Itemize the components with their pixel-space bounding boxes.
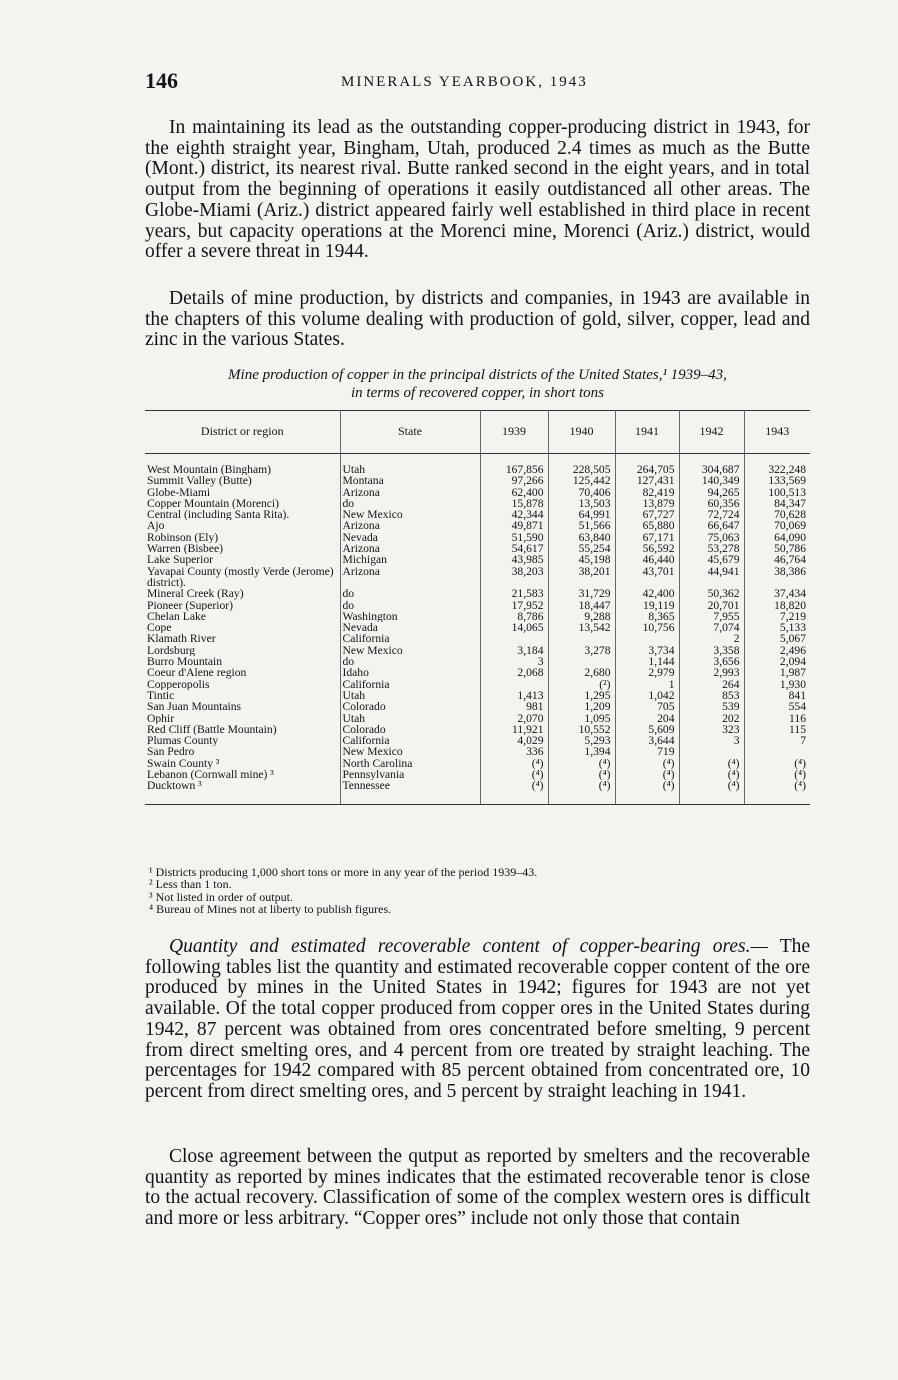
cell-1941: 127,431 bbox=[615, 475, 679, 486]
cell-1942: 20,701 bbox=[679, 600, 744, 611]
cell-1942: 7,074 bbox=[679, 622, 744, 633]
cell-1943: 2,496 bbox=[779, 644, 806, 657]
cell-1939: (⁴) bbox=[480, 758, 548, 769]
table-footnotes bbox=[145, 866, 810, 916]
cell-1943: 554 bbox=[788, 701, 806, 713]
cell-state: do bbox=[340, 656, 480, 667]
table-row bbox=[145, 543, 810, 554]
cell-1940: 2,680 bbox=[548, 667, 615, 678]
cell-1941: 67,727 bbox=[615, 509, 679, 520]
cell-1943: 7,219 bbox=[779, 610, 806, 623]
cell-1942: 94,265 bbox=[679, 487, 744, 498]
copper-production-table bbox=[145, 410, 810, 805]
cell-1940: 10,552 bbox=[548, 724, 615, 735]
cell-district: Robinson (Ely) bbox=[145, 532, 340, 543]
cell-district: Mineral Creek (Ray) bbox=[145, 588, 340, 599]
cell-1939: 54,617 bbox=[480, 543, 548, 554]
cell-1943: 38,386 bbox=[774, 565, 806, 578]
cell-1943: 5,133 bbox=[779, 622, 806, 634]
cell-1941: 705 bbox=[615, 701, 679, 712]
table-caption bbox=[145, 366, 810, 402]
table-row bbox=[145, 735, 810, 746]
cell-district: Lebanon (Cornwall mine) ³ bbox=[145, 769, 340, 780]
cell-1943: (⁴) bbox=[794, 769, 806, 781]
table-row bbox=[145, 509, 810, 520]
table-row bbox=[145, 532, 810, 543]
table-row bbox=[145, 769, 810, 780]
cell-district: Ajo bbox=[145, 520, 340, 531]
cell-1939: 43,985 bbox=[480, 554, 548, 565]
cell-1943: 116 bbox=[789, 712, 806, 724]
table-row bbox=[145, 487, 810, 498]
cell-1939: 981 bbox=[480, 701, 548, 712]
cell-1939: 51,590 bbox=[480, 532, 548, 543]
cell-state: do bbox=[340, 600, 480, 611]
cell-district: Copperopolis bbox=[145, 679, 340, 690]
cell-state: do bbox=[340, 588, 480, 599]
cell-1942: 2 bbox=[679, 633, 744, 644]
cell-district: San Juan Mountains bbox=[145, 701, 340, 712]
intro-paragraph-1: In maintaining its lead as the outstanding copper-producing district in 1943, for the eighth straight year, Bingham, Utah, produced 2.4 times as much as the Butte (Mont.) district, its nearest rival. Butte ranked second in the eight years, and in total output from the beginning of operations it easily outdistanced all other areas. The Globe-Miami (Ariz.) district appeared fairly well established in third place in recent years, but capacity operations at the Morenci mine, Morenci (Ariz.) district, would offer a severe threat in 1944. bbox=[145, 117, 810, 263]
cell-state: Idaho bbox=[340, 667, 480, 678]
cell-1939: 4,029 bbox=[480, 735, 548, 746]
cell-1943: 1,930 bbox=[779, 678, 806, 690]
cell-1940 bbox=[548, 633, 615, 644]
cell-state: Montana bbox=[340, 475, 480, 486]
cell-1940: 38,201 bbox=[548, 566, 615, 589]
cell-1939: 14,065 bbox=[480, 622, 548, 633]
cell-1940: 13,503 bbox=[548, 498, 615, 509]
cell-1942: (⁴) bbox=[679, 780, 744, 804]
cell-1942: 72,724 bbox=[679, 509, 744, 520]
cell-state: California bbox=[340, 633, 480, 644]
cell-district: Plumas County bbox=[145, 735, 340, 746]
cell-1943: 46,764 bbox=[774, 554, 806, 566]
cell-1943: 2,094 bbox=[779, 656, 806, 668]
cell-state: Utah bbox=[340, 690, 480, 701]
column-header-1941: 1941 bbox=[615, 411, 679, 454]
cell-state: Utah bbox=[340, 454, 480, 476]
cell-1941: 19,119 bbox=[615, 600, 679, 611]
cell-1942: 2,993 bbox=[679, 667, 744, 678]
table-header-row bbox=[145, 411, 810, 454]
cell-state: California bbox=[340, 735, 480, 746]
cell-1941: 13,879 bbox=[615, 498, 679, 509]
cell-1939: 97,266 bbox=[480, 475, 548, 486]
cell-1942: 140,349 bbox=[679, 475, 744, 486]
footnote-3: ³ Not listed in order of output. bbox=[149, 889, 293, 904]
cell-1940: 125,442 bbox=[548, 475, 615, 486]
cell-1942: 75,063 bbox=[679, 532, 744, 543]
cell-district: West Mountain (Bingham) bbox=[145, 454, 340, 476]
cell-1943: 841 bbox=[788, 689, 806, 702]
table-row bbox=[145, 633, 810, 644]
cell-state: Washington bbox=[340, 611, 480, 622]
cell-1941: 65,880 bbox=[615, 520, 679, 531]
cell-1943: (⁴) bbox=[794, 757, 806, 770]
cell-1939: 42,344 bbox=[480, 509, 548, 520]
cell-1939: 167,856 bbox=[480, 454, 548, 476]
cell-1942: 60,356 bbox=[679, 498, 744, 509]
cell-state: Arizona bbox=[340, 520, 480, 531]
table-row bbox=[145, 611, 810, 622]
cell-1940: 1,209 bbox=[548, 701, 615, 712]
cell-state: Arizona bbox=[340, 566, 480, 589]
table-row bbox=[145, 622, 810, 633]
cell-1941: 82,419 bbox=[615, 487, 679, 498]
cell-1943 bbox=[744, 746, 810, 757]
cell-1940: 63,840 bbox=[548, 532, 615, 543]
cell-state: Arizona bbox=[340, 487, 480, 498]
cell-1942: 3,656 bbox=[679, 656, 744, 667]
cell-1942: 202 bbox=[679, 713, 744, 724]
cell-1942 bbox=[679, 746, 744, 757]
table-row bbox=[145, 554, 810, 565]
cell-1941: 56,592 bbox=[615, 543, 679, 554]
cell-1942: 853 bbox=[679, 690, 744, 701]
cell-district: Central (including Santa Rita). bbox=[145, 509, 340, 520]
cell-district: Pioneer (Superior) bbox=[145, 600, 340, 611]
cell-1939: 1,413 bbox=[480, 690, 548, 701]
cell-1940: 9,288 bbox=[548, 611, 615, 622]
cell-district: Swain County ³ bbox=[145, 758, 340, 769]
cell-1940: (²) bbox=[548, 679, 615, 690]
cell-state: Pennsylvania bbox=[340, 769, 480, 780]
cell-1942: 264 bbox=[679, 679, 744, 690]
cell-1939: 336 bbox=[480, 746, 548, 757]
cell-1939: 21,583 bbox=[480, 588, 548, 599]
cell-1941: (⁴) bbox=[615, 769, 679, 780]
section-paragraph-1 bbox=[145, 937, 810, 1103]
cell-1942: (⁴) bbox=[679, 758, 744, 769]
cell-1939 bbox=[480, 679, 548, 690]
cell-1939 bbox=[480, 633, 548, 644]
cell-1941: 2,979 bbox=[615, 667, 679, 678]
cell-1942: 539 bbox=[679, 701, 744, 712]
cell-1939: 11,921 bbox=[480, 724, 548, 735]
cell-1939: 2,070 bbox=[480, 713, 548, 724]
column-header-1943: 1943 bbox=[744, 411, 810, 454]
cell-1940: 5,293 bbox=[548, 735, 615, 746]
cell-1943: 5,067 bbox=[779, 633, 806, 645]
cell-district: Tintic bbox=[145, 690, 340, 701]
cell-1943: 100,513 bbox=[768, 486, 806, 498]
cell-1940: 31,729 bbox=[548, 588, 615, 599]
table-row bbox=[145, 600, 810, 611]
cell-state: Utah bbox=[340, 713, 480, 724]
cell-district: Globe-Miami bbox=[145, 487, 340, 498]
column-header-state: State bbox=[340, 411, 480, 454]
cell-district: San Pedro bbox=[145, 746, 340, 757]
cell-state: California bbox=[340, 679, 480, 690]
cell-1941: 3,734 bbox=[615, 645, 679, 656]
cell-1943: 1,987 bbox=[779, 667, 806, 679]
cell-1939: 2,068 bbox=[480, 667, 548, 678]
cell-1943: 18,820 bbox=[774, 599, 806, 611]
cell-1941: 204 bbox=[615, 713, 679, 724]
table-row bbox=[145, 645, 810, 656]
table-row bbox=[145, 780, 810, 804]
cell-state: do bbox=[340, 498, 480, 509]
table-row bbox=[145, 724, 810, 735]
cell-1939: 8,786 bbox=[480, 611, 548, 622]
cell-1939: 17,952 bbox=[480, 600, 548, 611]
table-row bbox=[145, 713, 810, 724]
cell-1943: 50,786 bbox=[774, 543, 806, 555]
cell-state: New Mexico bbox=[340, 645, 480, 656]
table-row bbox=[145, 454, 810, 476]
table-row bbox=[145, 667, 810, 678]
cell-1940: 1,295 bbox=[548, 690, 615, 701]
cell-1942: 50,362 bbox=[679, 588, 744, 599]
cell-1941: 719 bbox=[615, 746, 679, 757]
cell-1940: 228,505 bbox=[548, 454, 615, 476]
cell-1942: 7,955 bbox=[679, 611, 744, 622]
footnote-2: ² Less than 1 ton. bbox=[149, 877, 232, 892]
cell-district: Ophir bbox=[145, 713, 340, 724]
cell-1943: 64,090 bbox=[774, 531, 806, 544]
cell-district: Cope bbox=[145, 622, 340, 633]
cell-1943: 322,248 bbox=[768, 463, 806, 476]
cell-district: Red Cliff (Battle Mountain) bbox=[145, 724, 340, 735]
table-caption-line-2: in terms of recovered copper, in short tons bbox=[350, 385, 605, 401]
cell-district: Chelan Lake bbox=[145, 611, 340, 622]
cell-1941: 8,365 bbox=[615, 611, 679, 622]
cell-state: Tennessee bbox=[340, 780, 480, 804]
cell-1939: (⁴) bbox=[480, 780, 548, 804]
cell-1943: 37,434 bbox=[774, 588, 806, 600]
table-row bbox=[145, 656, 810, 667]
cell-district: Summit Valley (Butte) bbox=[145, 475, 340, 486]
cell-state: Nevada bbox=[340, 532, 480, 543]
cell-1940: (⁴) bbox=[548, 758, 615, 769]
cell-state: Michigan bbox=[340, 554, 480, 565]
intro-paragraph-2: Details of mine production, by districts and companies, in 1943 are available in the chapters of this volume dealing with production of gold, silver, copper, lead and zinc in the various States. bbox=[145, 288, 810, 351]
cell-1940: 3,278 bbox=[548, 645, 615, 656]
cell-district: Coeur d'Alene region bbox=[145, 667, 340, 678]
table-row bbox=[145, 690, 810, 701]
cell-1940 bbox=[548, 656, 615, 667]
cell-1942: 44,941 bbox=[679, 566, 744, 589]
table-row bbox=[145, 679, 810, 690]
column-header-1939: 1939 bbox=[480, 411, 548, 454]
table-row bbox=[145, 588, 810, 599]
cell-district: Copper Mountain (Morenci) bbox=[145, 498, 340, 509]
table-row bbox=[145, 701, 810, 712]
cell-1939: 49,871 bbox=[480, 520, 548, 531]
cell-1941 bbox=[615, 633, 679, 644]
cell-1940: 55,254 bbox=[548, 543, 615, 554]
cell-1943: 133,569 bbox=[768, 475, 806, 487]
cell-district: Lake Superior bbox=[145, 554, 340, 565]
cell-district: Burro Mountain bbox=[145, 656, 340, 667]
cell-1939: 3 bbox=[480, 656, 548, 667]
cell-1940: 13,542 bbox=[548, 622, 615, 633]
cell-1941: 10,756 bbox=[615, 622, 679, 633]
cell-district: Klamath River bbox=[145, 633, 340, 644]
cell-state: Colorado bbox=[340, 701, 480, 712]
cell-1942: (⁴) bbox=[679, 769, 744, 780]
cell-1940: (⁴) bbox=[548, 780, 615, 804]
section-heading: Quantity and estimated recoverable content of copper-bearing ores.— bbox=[169, 936, 768, 957]
column-header-district: District or region bbox=[145, 411, 340, 454]
cell-1940: 1,095 bbox=[548, 713, 615, 724]
cell-1941: 1,042 bbox=[615, 690, 679, 701]
cell-1941: 1,144 bbox=[615, 656, 679, 667]
cell-1940: 51,566 bbox=[548, 520, 615, 531]
section-paragraph-1-text: The following tables list the quantity and estimated recoverable copper content of the ore produced by mines in the United States in 1942; figures for 1943 are not yet available. Of the total copper produced from copper ores in the United States during 1942, 87 percent was obtained from ores concentrated before smelting, 9 percent from direct smelting ores, and 4 percent from ore treated by straight leaching. The percentages for 1942 compared with 85 percent obtained from concentrated ore, 10 percent from direct smelting ores, and 5 percent by straight leaching in 1941. bbox=[145, 936, 811, 1102]
cell-1942: 323 bbox=[679, 724, 744, 735]
cell-1942: 53,278 bbox=[679, 543, 744, 554]
cell-1940: 1,394 bbox=[548, 746, 615, 757]
cell-1941: 46,440 bbox=[615, 554, 679, 565]
cell-district: Yavapai County (mostly Verde (Jerome) district). bbox=[145, 566, 340, 589]
cell-state: New Mexico bbox=[340, 746, 480, 757]
cell-1941: (⁴) bbox=[615, 780, 679, 804]
cell-1941: 5,609 bbox=[615, 724, 679, 735]
cell-1940: (⁴) bbox=[548, 769, 615, 780]
running-title: MINERALS YEARBOOK, 1943 bbox=[341, 74, 588, 90]
cell-1942: 66,647 bbox=[679, 520, 744, 531]
cell-1942: 3,358 bbox=[679, 645, 744, 656]
cell-1939: 15,878 bbox=[480, 498, 548, 509]
cell-1943: 70,069 bbox=[774, 520, 806, 532]
cell-1943: 7 bbox=[800, 735, 806, 747]
cell-1940: 70,406 bbox=[548, 487, 615, 498]
cell-district: Warren (Bisbee) bbox=[145, 543, 340, 554]
cell-1941: 3,644 bbox=[615, 735, 679, 746]
cell-1939: 62,400 bbox=[480, 487, 548, 498]
footnote-4: ⁴ Bureau of Mines not at liberty to publish figures. bbox=[149, 902, 392, 917]
cell-1940: 64,991 bbox=[548, 509, 615, 520]
cell-1943: 115 bbox=[789, 723, 806, 736]
cell-1941: 42,400 bbox=[615, 588, 679, 599]
cell-1939: (⁴) bbox=[480, 769, 548, 780]
cell-1942: 45,679 bbox=[679, 554, 744, 565]
cell-state: New Mexico bbox=[340, 509, 480, 520]
cell-district: Lordsburg bbox=[145, 645, 340, 656]
cell-1941: 264,705 bbox=[615, 454, 679, 476]
table-row bbox=[145, 746, 810, 757]
cell-1943: 70,628 bbox=[774, 509, 806, 521]
cell-1943: 84,347 bbox=[774, 497, 806, 510]
column-header-1940: 1940 bbox=[548, 411, 615, 454]
table-row bbox=[145, 475, 810, 486]
page-header bbox=[145, 68, 810, 96]
column-header-1942: 1942 bbox=[679, 411, 744, 454]
cell-state: Arizona bbox=[340, 543, 480, 554]
table-row bbox=[145, 520, 810, 531]
cell-1943: (⁴) bbox=[744, 780, 810, 804]
cell-1941: (⁴) bbox=[615, 758, 679, 769]
cell-1941: 43,701 bbox=[615, 566, 679, 589]
table-body bbox=[145, 454, 810, 805]
table-row bbox=[145, 758, 810, 769]
table-row bbox=[145, 566, 810, 589]
cell-state: Nevada bbox=[340, 622, 480, 633]
cell-1940: 18,447 bbox=[548, 600, 615, 611]
page-number: 146 bbox=[145, 68, 178, 93]
cell-1941: 1 bbox=[615, 679, 679, 690]
cell-1942: 3 bbox=[679, 735, 744, 746]
cell-1939: 38,203 bbox=[480, 566, 548, 589]
footnote-1: ¹ Districts producing 1,000 short tons or more in any year of the period 1939–43. bbox=[149, 865, 538, 879]
cell-1942: 304,687 bbox=[679, 454, 744, 476]
section-paragraph-2: Close agreement between the qutput as reported by smelters and the recoverable quantity as reported by mines indicates that the estimated recoverable tenor is close to the actual recovery. Classification of some of the complex western ores is difficult and more or less arbitrary. “Copper ores” include not only those that contain bbox=[145, 1146, 810, 1230]
cell-state: Colorado bbox=[340, 724, 480, 735]
cell-1941: 67,171 bbox=[615, 532, 679, 543]
cell-1939: 3,184 bbox=[480, 645, 548, 656]
cell-state: North Carolina bbox=[340, 758, 480, 769]
table-row bbox=[145, 498, 810, 509]
table-caption-line-1: Mine production of copper in the principal districts of the United States,¹ 1939–43, bbox=[228, 367, 727, 383]
cell-1940: 45,198 bbox=[548, 554, 615, 565]
cell-district: Ducktown ³ bbox=[145, 780, 340, 804]
